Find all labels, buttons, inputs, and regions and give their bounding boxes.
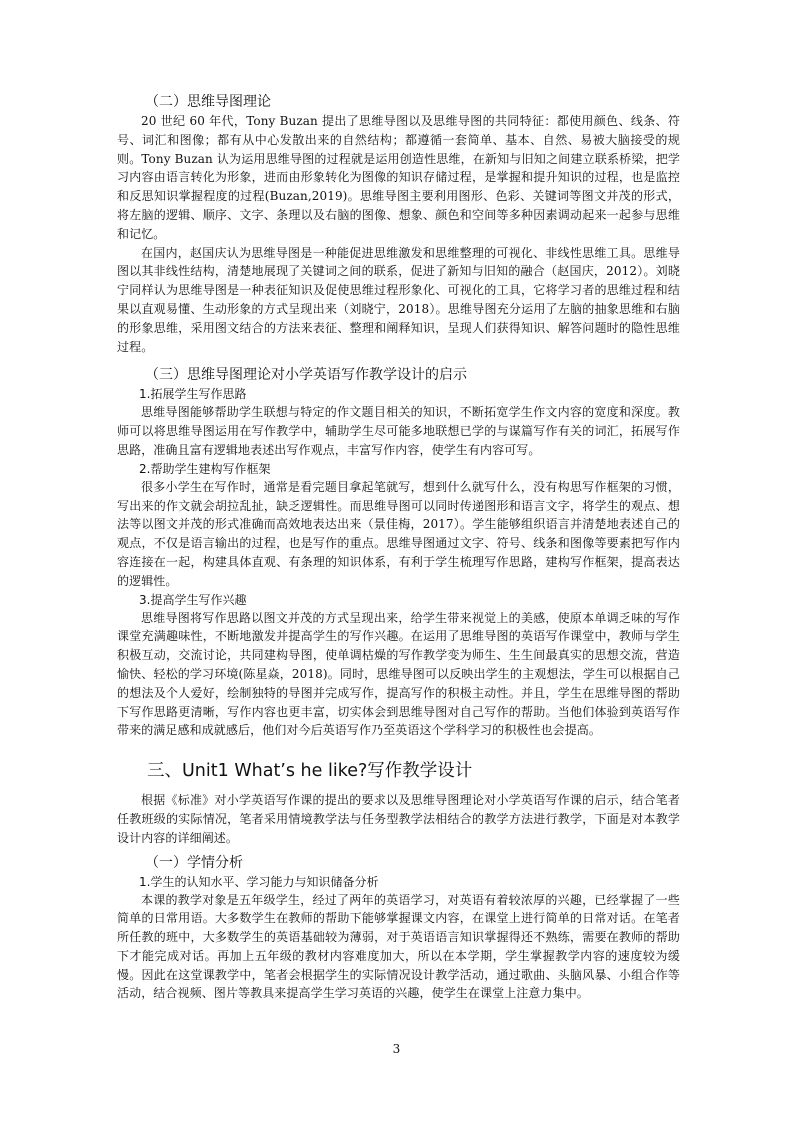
paragraph: 本课的教学对象是五年级学生，经过了两年的英语学习，对英语有着较浓厚的兴趣，已经掌握了一些简单的日常用语。大多数学生在教师的帮助下能够掌握课文内容，在课堂上进行简单的日常对话。在笔者所任教的班中，大多数学生的英语基础较为薄弱，对于英语语言知识掌握得还不熟练，需要在教师的帮助下才能完成对话。再加上五年级的教材内容难度加大，所以在本学期，学生掌握教学内容的速度较为缓慢。因此在这堂课教学中，笔者会根据学生的实际情况设计教学活动，通过歌曲、头脑风暴、小组合作等活动，结合视频、图片等教具来提高学生学习英语的兴趣，使学生在课堂上注意力集中。 bbox=[117, 892, 680, 1001]
paragraph: 思维导图将写作思路以图文并茂的方式呈现出来，给学生带来视觉上的美感，使原本单调乏味的写作课堂充满趣味性，不断地激发并提高学生的写作兴趣。在运用了思维导图的英语写作课堂中，教师与学生积极互动，交流讨论，共同建构导图，使单调枯燥的写作教学变为师生、生生间最真实的思想交流，营造愉快、轻松的学习环境(陈星焱，2018)。同时，思维导图可以反映出学生的主观想法，学生可以根据自己的想法及个人爱好，绘制独特的导图并完成写作，提高写作的积极主动性。并且，学生在思维导图的帮助下写作思路更清晰，写作内容也更丰富，切实体会到思维导图对自己写作的帮助。当他们体验到英语写作带来的满足感和成就感后，他们对今后英语写作乃至英语这个学科学习的积极性也会提高。 bbox=[117, 610, 680, 738]
paragraph: 在国内，赵国庆认为思维导图是一种能促进思维激发和思维整理的可视化、非线性思维工具。思维导图以其非线性结构，清楚地展现了关键词之间的联系，促进了新知与旧知的融合（赵国庆，2012）。刘晓宁同样认为思维导图是一种表征知识及促使思维过程形象化、可视化的工具，它将学习者的思维过程和结果以直观易懂、生动形象的方式呈现出来（刘晓宁，2018）。思维导图充分运用了左脑的抽象思维和右脑的形象思维，采用图文结合的方法来表征、整理和阐释知识，呈现人们获得知识、解答问题时的隐性思维过程。 bbox=[117, 245, 680, 354]
paragraph: 根据《标准》对小学英语写作课的提出的要求以及思维导图理论对小学英语写作课的启示，结合笔者任教班级的实际情况，笔者采用情境教学法与任务型教学法相结合的教学方法进行教学，下面是对本教学设计内容的详细阐述。 bbox=[117, 793, 680, 845]
page-body bbox=[117, 92, 680, 1003]
chapter-heading-unit1: 三、Unit1 What’s he like?写作教学设计 bbox=[147, 761, 473, 782]
paragraph: 20 世纪 60 年代，Tony Buzan 提出了思维导图以及思维导图的共同特征：都使用颜色、线条、符号、词汇和图像；都有从中心发散出来的自然结构；都遵循一套简单、基本、自然、易被大脑接受的规则。Tony Buzan 认为运用思维导图的过程就是运用创造性思维，在新知与旧知之间建立联系桥梁，把学习内容由语言转化为形象，进而由形象转化为图像的知识存储过程，是掌握和提升知识的过程，也是监控和反思知识掌握程度的过程(Buzan,2019)。思维导图主要利用图形、色彩、关键词等图文并茂的形式，将左脑的逻辑、顺序、文字、条理以及右脑的图像、想象、颜色和空间等多种因素调动起来一起参与思维和记忆。 bbox=[117, 114, 680, 241]
subsection-title: 2.帮助学生建构写作框架 bbox=[139, 461, 271, 476]
subsection-title: 1.学生的认知水平、学习能力与知识储备分析 bbox=[139, 874, 379, 889]
subsection-title: 3.提高学生写作兴趣 bbox=[139, 592, 247, 607]
section-heading-inspiration: （三）思维导图理论对小学英语写作教学设计的启示 bbox=[145, 367, 467, 384]
page-number: 3 bbox=[392, 1042, 401, 1056]
subsection-title: 1.拓展学生写作思路 bbox=[139, 387, 247, 402]
paragraph: 很多小学生在写作时，通常是看完题目拿起笔就写，想到什么就写什么，没有构思写作框架的习惯，写出来的作文就会胡拉乱扯，缺乏逻辑性。而思维导图可以同时传递图形和语言文字，将学生的观点、想法等以图文并茂的形式准确而高效地表达出来（景佳梅，2017）。学生能够组织语言并清楚地表述自己的观点，不仅是语言输出的过程，也是写作的重点。思维导图通过文字、符号、线条和图像等要素把写作内容连接在一起，构建具体直观、有条理的知识体系，有利于学生梳理写作思路，建构写作框架，提高表达的逻辑性。 bbox=[117, 479, 680, 588]
paragraph: 思维导图能够帮助学生联想与特定的作文题目相关的知识，不断拓宽学生作文内容的宽度和深度。教师可以将思维导图运用在写作教学中，辅助学生尽可能多地联想已学的与谋篇写作有关的词汇，拓展写作思路，准确且富有逻辑地表述出写作观点，丰富写作内容，使学生有内容可写。 bbox=[117, 405, 680, 457]
section-heading-mindmap-theory: （二）思维导图理论 bbox=[145, 94, 271, 110]
section-heading-learner-analysis: （一）学情分析 bbox=[145, 854, 243, 871]
